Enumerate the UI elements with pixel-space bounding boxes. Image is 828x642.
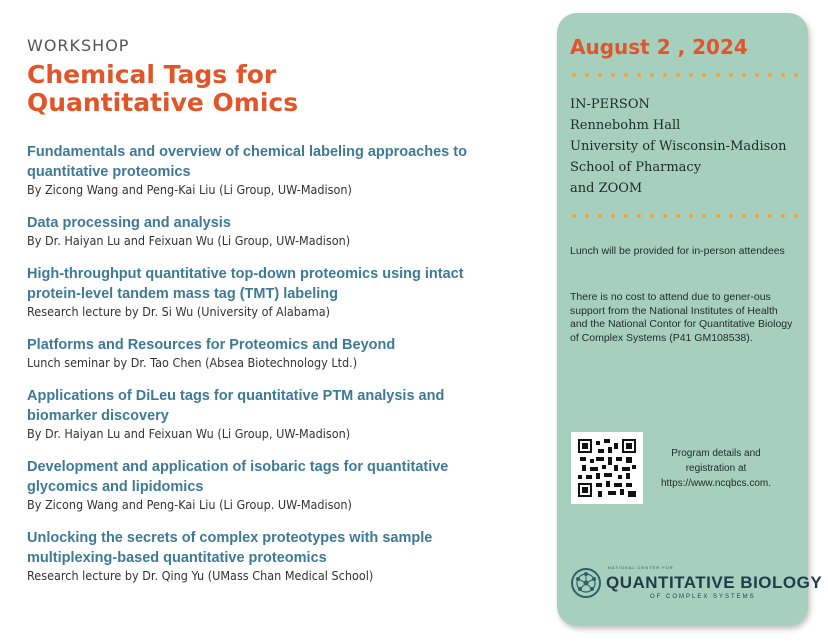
session-speakers: By Dr. Haiyan Lu and Feixuan Wu (Li Group, UW-Madison) <box>27 233 351 248</box>
left-column <box>27 36 527 599</box>
session-title-line: High-throughput quantitative top-down proteomics using intact <box>27 266 464 282</box>
event-date: August 2 , 2024 <box>570 35 748 59</box>
session-title-line: Platforms and Resources for Proteomics and Beyond <box>27 337 396 353</box>
venue-line: IN-PERSON <box>570 97 650 112</box>
logo-sub-text: OF COMPLEX SYSTEMS <box>650 594 756 600</box>
session-title-line: multiplexing-based quantitative proteomics <box>27 550 327 566</box>
venue-line: University of Wisconsin-Madison <box>570 139 787 154</box>
cost-note: There is no cost to attend due to gener-ous support from the National Institutes of Health and the National Contor for Quantitative Biology of Complex Systems (P41 GM108538). <box>570 291 793 344</box>
session-title <box>27 457 527 497</box>
ncqbcs-logo-icon <box>570 567 602 599</box>
session-item <box>27 335 527 371</box>
session-speakers: By Zicong Wang and Peng-Kai Liu (Li Group. UW-Madison) <box>27 497 352 512</box>
session-title-line: Unlocking the secrets of complex proteotypes with sample <box>27 530 433 546</box>
venue-line: School of Pharmacy <box>570 160 702 175</box>
session-title-line: biomarker discovery <box>27 408 169 424</box>
session-item <box>27 213 527 249</box>
session-speakers: Research lecture by Dr. Si Wu (University of Alabama) <box>27 304 331 319</box>
dot-divider <box>572 73 798 79</box>
qr-code-icon[interactable] <box>571 432 643 504</box>
title-line-1: Chemical Tags for <box>27 60 277 89</box>
logo-top-text: NATIONAL CENTER FOR <box>608 565 674 570</box>
session-title <box>27 142 527 182</box>
venue-line: and ZOOM <box>570 181 643 196</box>
logo-main-text: QUANTITATIVE BIOLOGY <box>606 573 823 592</box>
session-item <box>27 528 527 584</box>
session-title-line: Applications of DiLeu tags for quantitative PTM analysis and <box>27 388 445 404</box>
session-item <box>27 386 527 442</box>
workshop-label: WORKSHOP <box>27 36 130 55</box>
session-item <box>27 457 527 513</box>
program-details <box>653 446 779 491</box>
lunch-note: Lunch will be provided for in-person attendees <box>570 245 785 257</box>
session-speakers: By Zicong Wang and Peng-Kai Liu (Li Group, UW-Madison) <box>27 182 352 197</box>
session-title <box>27 386 527 426</box>
title-line-2: Quantitative Omics <box>27 88 299 117</box>
session-speakers: Research lecture by Dr. Qing Yu (UMass Chan Medical School) <box>27 568 374 583</box>
program-line: registration at <box>685 463 747 474</box>
program-url-link[interactable]: https://www.ncqbcs.com. <box>660 478 772 489</box>
session-list <box>27 142 527 584</box>
dot-divider <box>572 214 798 220</box>
session-title <box>27 335 527 355</box>
info-card <box>557 13 823 626</box>
program-line: Program details and <box>671 448 761 459</box>
session-speakers: By Dr. Haiyan Lu and Feixuan Wu (Li Group, UW-Madison) <box>27 426 351 441</box>
session-title-line: glycomics and lipidomics <box>27 479 204 495</box>
session-title <box>27 528 527 568</box>
session-title-line: Data processing and analysis <box>27 215 231 231</box>
session-item <box>27 142 527 198</box>
session-title-line: Development and application of isobaric tags for quantitative <box>27 459 449 475</box>
ncqbcs-logo <box>570 565 823 605</box>
session-speakers: Lunch seminar by Dr. Tao Chen (Absea Biotechnology Ltd.) <box>27 355 358 370</box>
session-item <box>27 264 527 320</box>
session-title-line: Fundamentals and overview of chemical labeling approaches to <box>27 144 467 160</box>
page-title <box>27 61 527 117</box>
venue-block <box>570 94 787 199</box>
session-title-line: protein-level tandem mass tag (TMT) labeling <box>27 286 338 302</box>
session-title-line: quantitative proteomics <box>27 164 191 180</box>
venue-line: Rennebohm Hall <box>570 118 681 133</box>
session-title <box>27 213 527 233</box>
qr-code-graphic <box>578 439 636 497</box>
session-title <box>27 264 527 304</box>
